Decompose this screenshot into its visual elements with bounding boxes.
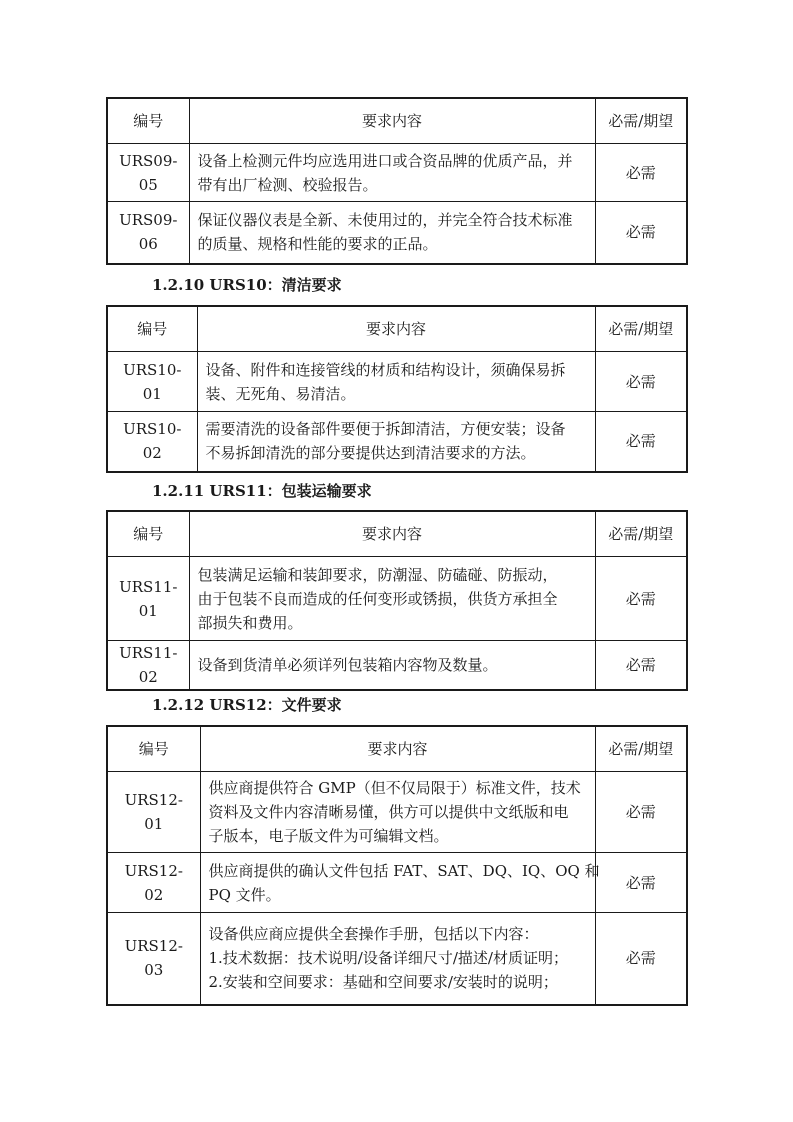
section-title-urs10: 1.2.10 URS10：清洁要求 — [152, 276, 342, 294]
urs09-table — [106, 97, 688, 265]
table-row — [107, 144, 687, 202]
section-title-urs11: 1.2.11 URS11：包装运输要求 — [152, 482, 372, 500]
urs10-table — [106, 305, 688, 473]
header-requirement: 必需/期望 — [595, 306, 687, 352]
header-requirement: 必需/期望 — [595, 726, 687, 772]
row-requirement: 必需 — [595, 853, 687, 913]
row-content — [189, 557, 595, 641]
table-header-row — [107, 511, 687, 557]
header-id: 编号 — [107, 98, 189, 144]
urs12-table — [106, 725, 688, 1006]
row-requirement: 必需 — [595, 557, 687, 641]
content-line: 设备上检测元件均应选用进口或合资品牌的优质产品，并 — [197, 151, 573, 170]
content-line: 由于包装不良而造成的任何变形或锈损，供货方承担全 — [197, 589, 558, 608]
table-header-row — [107, 726, 687, 772]
row-requirement: 必需 — [595, 412, 687, 472]
row-id: URS12-01 — [107, 772, 200, 853]
header-content: 要求内容 — [189, 98, 595, 144]
content-line: 供应商提供的确认文件包括 FAT、SAT、DQ、IQ、OQ 和 — [208, 861, 600, 880]
row-content — [189, 641, 595, 691]
table-row — [107, 641, 687, 691]
content-line: 1.技术数据：技术说明/设备详细尺寸/描述/材质证明； — [208, 949, 568, 968]
content-line: 供应商提供符合 GMP（但不仅局限于）标准文件，技术 — [208, 779, 581, 797]
table-row — [107, 352, 687, 412]
content-line: 设备、附件和连接管线的材质和结构设计，须确保易拆 — [205, 360, 566, 379]
content-line: 资料及文件内容清晰易懂，供方可以提供中文纸版和电 — [208, 803, 569, 821]
content-line: 设备到货清单必须详列包装箱内容物及数量。 — [197, 656, 498, 674]
row-content — [197, 412, 595, 472]
header-content: 要求内容 — [189, 511, 595, 557]
row-requirement: 必需 — [595, 772, 687, 853]
content-line: 装、无死角、易清洁。 — [205, 384, 356, 403]
table-row — [107, 913, 687, 1005]
content-line: 保证仪器仪表是全新、未使用过的，并完全符合技术标准 — [197, 211, 573, 230]
row-requirement: 必需 — [595, 144, 687, 202]
row-id: URS11-02 — [107, 641, 189, 691]
content-line: 不易拆卸清洗的部分要提供达到清洁要求的方法。 — [205, 444, 536, 463]
row-content — [189, 144, 595, 202]
row-id: URS09-06 — [107, 202, 189, 264]
row-requirement: 必需 — [595, 913, 687, 1005]
table-header-row — [107, 306, 687, 352]
row-requirement: 必需 — [595, 352, 687, 412]
row-content — [189, 202, 595, 264]
table-row — [107, 772, 687, 853]
content-line: 的质量、规格和性能的要求的正品。 — [197, 235, 438, 254]
content-line: 部损失和费用。 — [197, 613, 303, 632]
header-content: 要求内容 — [200, 726, 595, 772]
table-row — [107, 853, 687, 913]
row-content — [200, 913, 595, 1005]
header-requirement: 必需/期望 — [595, 511, 687, 557]
row-id: URS10-01 — [107, 352, 197, 412]
table-row — [107, 202, 687, 264]
row-id: URS12-03 — [107, 913, 200, 1005]
content-line: 包装满足运输和装卸要求，防潮湿、防磕碰、防振动， — [197, 565, 558, 584]
content-line: 需要清洗的设备部件要便于拆卸清洁，方便安装；设备 — [205, 420, 566, 439]
row-content — [200, 853, 600, 913]
row-id: URS09-05 — [107, 144, 189, 202]
row-requirement: 必需 — [595, 202, 687, 264]
content-line: 带有出厂检测、校验报告。 — [197, 175, 378, 194]
row-id: URS12-02 — [107, 853, 200, 913]
table-row — [107, 412, 687, 472]
content-line: 2.安装和空间要求：基础和空间要求/安装时的说明； — [208, 973, 558, 992]
row-content — [200, 772, 595, 853]
row-requirement: 必需 — [595, 641, 687, 691]
header-content: 要求内容 — [197, 306, 595, 352]
row-content — [197, 352, 595, 412]
table-header-row — [107, 98, 687, 144]
header-id: 编号 — [107, 726, 200, 772]
header-id: 编号 — [107, 306, 197, 352]
urs11-table — [106, 510, 688, 691]
header-requirement: 必需/期望 — [595, 98, 687, 144]
header-id: 编号 — [107, 511, 189, 557]
content-line: PQ 文件。 — [208, 885, 281, 904]
section-title-urs12: 1.2.12 URS12：文件要求 — [152, 696, 342, 714]
content-line: 子版本，电子版文件为可编辑文档。 — [208, 827, 449, 845]
table-row — [107, 557, 687, 641]
row-id: URS11-01 — [107, 557, 189, 641]
content-line: 设备供应商应提供全套操作手册，包括以下内容： — [208, 925, 539, 944]
row-id: URS10-02 — [107, 412, 197, 472]
